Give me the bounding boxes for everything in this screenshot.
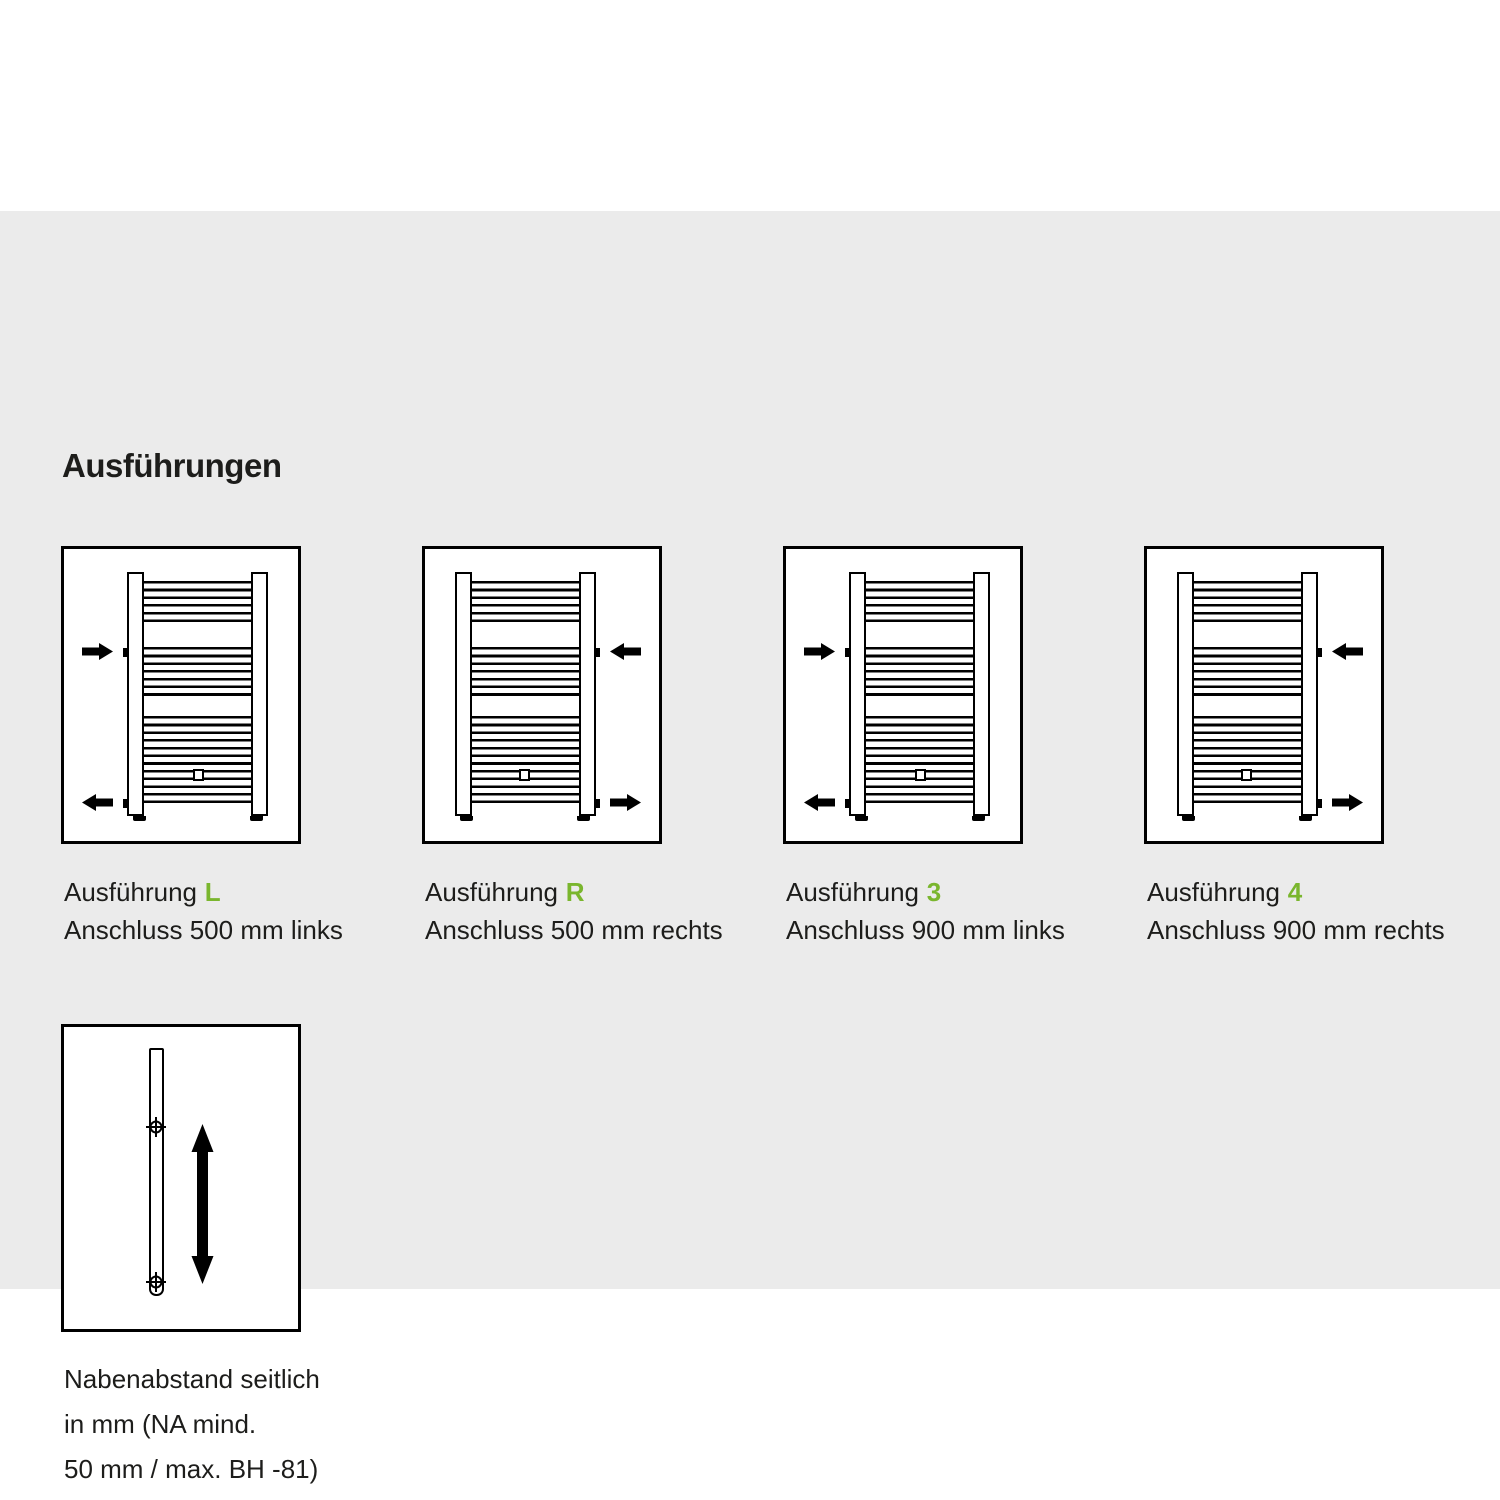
radiator-foot (972, 816, 985, 821)
radiator-rungs-middle (142, 647, 253, 696)
radiator-right-collector (251, 572, 268, 816)
radiator-foot (133, 816, 146, 821)
caption-code: 4 (1287, 877, 1303, 907)
arrow-left-icon (804, 794, 835, 811)
radiator-foot (460, 816, 473, 821)
caption-title (425, 873, 775, 911)
caption-ausfuehrung-r (425, 873, 775, 949)
radiator-left-collector (1301, 572, 1318, 816)
connection-nub-bottom (845, 799, 851, 808)
radiator-rungs-bottom (142, 716, 253, 803)
radiator-rungs-middle (864, 647, 975, 696)
caption-title (64, 873, 414, 911)
caption-subtitle: Anschluss 900 mm rechts (1147, 915, 1445, 945)
valve-square-icon (915, 769, 926, 781)
arrow-right-icon (804, 643, 835, 660)
caption-code: L (204, 877, 221, 907)
radiator-diagram-left-connection (786, 549, 1020, 841)
radiator-right-collector (973, 572, 990, 816)
figure-ausfuehrung-r (422, 546, 662, 844)
connection-nub-top (594, 648, 600, 657)
connection-nub-bottom (594, 799, 600, 808)
collector-tube (149, 1048, 164, 1296)
caption-subtitle: Anschluss 900 mm links (786, 915, 1065, 945)
arrow-right-icon (1332, 794, 1363, 811)
caption-prefix: Ausführung (1147, 877, 1280, 907)
radiator-left-collector (579, 572, 596, 816)
caption-subtitle: Anschluss 500 mm links (64, 915, 343, 945)
caption-code: 3 (926, 877, 942, 907)
figure-ausfuehrung-4 (1144, 546, 1384, 844)
radiator-foot (855, 816, 868, 821)
arrow-right-icon (82, 643, 113, 660)
radiator-rungs-top (470, 581, 581, 622)
radiator-right-collector (1177, 572, 1194, 816)
radiator-foot (1299, 816, 1312, 821)
figure-ausfuehrung-3 (783, 546, 1023, 844)
radiator-rungs-middle (1192, 647, 1303, 696)
radiator-diagram-left-connection (64, 549, 298, 841)
caption-code: R (565, 877, 585, 907)
page-title: Ausführungen (62, 447, 282, 484)
caption-ausfuehrung-l (64, 873, 414, 949)
caption-prefix: Ausführung (786, 877, 919, 907)
radiator-right-collector (455, 572, 472, 816)
arrow-left-icon (82, 794, 113, 811)
crosshair-connection-icon (145, 1271, 167, 1293)
arrow-left-icon (610, 643, 641, 660)
radiator-foot (1182, 816, 1195, 821)
radiator-diagram-right-connection (1147, 549, 1381, 841)
radiator-rungs-bottom (1192, 716, 1303, 803)
valve-square-icon (193, 769, 204, 781)
valve-square-icon (519, 769, 530, 781)
figure-ausfuehrung-l (61, 546, 301, 844)
figure-nabenabstand (61, 1024, 301, 1332)
radiator-rungs-top (864, 581, 975, 622)
caption-line: Nabenabstand seitlich (64, 1364, 320, 1394)
double-arrow-vertical-icon (191, 1124, 214, 1284)
crosshair-connection-icon (145, 1116, 167, 1138)
caption-ausfuehrung-3 (786, 873, 1136, 949)
radiator-rungs-middle (470, 647, 581, 696)
connection-nub-top (845, 648, 851, 657)
content-panel (0, 211, 1500, 1484)
caption-line: in mm (NA mind. (64, 1409, 257, 1439)
caption-nabenabstand (64, 1357, 394, 1492)
valve-square-icon (1241, 769, 1252, 781)
connection-nub-top (1316, 648, 1322, 657)
radiator-rungs-top (1192, 581, 1303, 622)
radiator-foot (250, 816, 263, 821)
radiator-foot (577, 816, 590, 821)
caption-title (786, 873, 1136, 911)
caption-prefix: Ausführung (64, 877, 197, 907)
radiator-diagram-right-connection (425, 549, 659, 841)
radiator-rungs-bottom (470, 716, 581, 803)
radiator-rungs-bottom (864, 716, 975, 803)
radiator-left-collector (127, 572, 144, 816)
radiator-rungs-top (142, 581, 253, 622)
caption-subtitle: Anschluss 500 mm rechts (425, 915, 723, 945)
arrow-left-icon (1332, 643, 1363, 660)
connection-nub-bottom (123, 799, 129, 808)
connection-nub-top (123, 648, 129, 657)
radiator-left-collector (849, 572, 866, 816)
arrow-right-icon (610, 794, 641, 811)
connection-nub-bottom (1316, 799, 1322, 808)
caption-ausfuehrung-4 (1147, 873, 1497, 949)
caption-line: 50 mm / max. BH -81) (64, 1454, 319, 1484)
caption-title (1147, 873, 1497, 911)
caption-prefix: Ausführung (425, 877, 558, 907)
